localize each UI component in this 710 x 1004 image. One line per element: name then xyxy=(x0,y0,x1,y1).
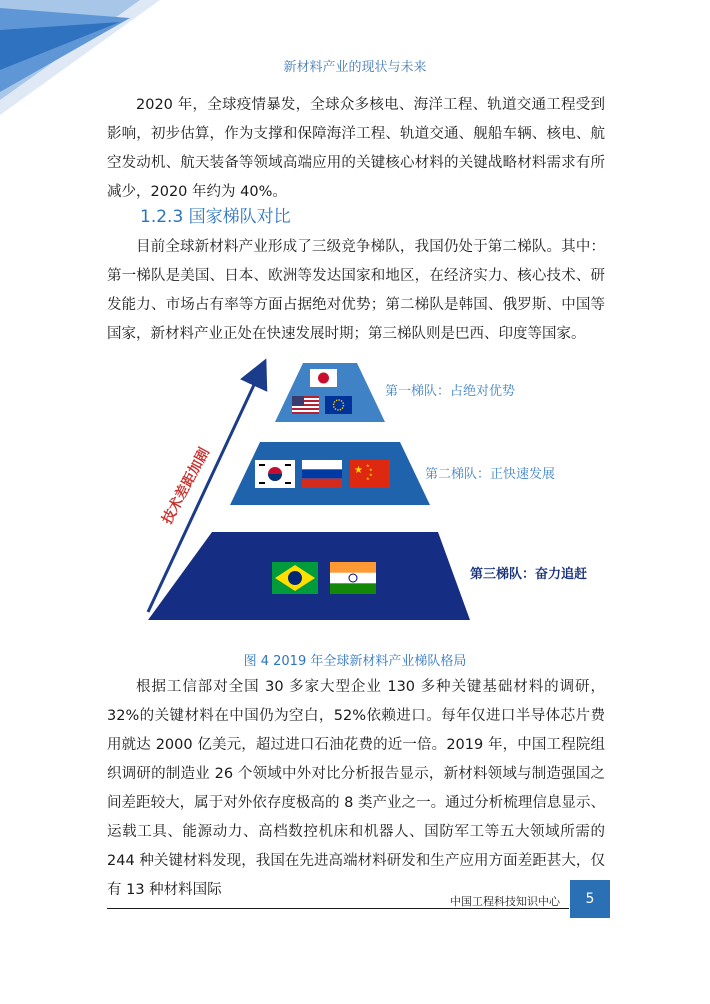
tier-1-label: 第一梯队：占绝对优势 xyxy=(385,384,516,399)
svg-text:★: ★ xyxy=(354,465,363,476)
flag-india-icon xyxy=(330,562,376,594)
footer-org: 中国工程科技知识中心 xyxy=(450,895,560,908)
flag-eu-icon xyxy=(325,396,352,414)
arrow-label: 技术差距加剧 xyxy=(159,445,213,527)
section-heading: 1.2.3 国家梯队对比 xyxy=(140,207,291,227)
page-number: 5 xyxy=(570,880,610,918)
paragraph-3: 根据工信部对全国 30 多家大型企业 130 多种关键基础材料的调研，32%的关键材料在中国仍为空白，52%依赖进口。每年仅进口半导体芯片费用就达 2000 亿美元，超过进口石油花费的近一倍。2019 年，中国工程院组织调研的制造业 26 个领域中外对比分析报告显示，新材料领域与制造强国之间差距较大，属于对外依存度极高的 8 类产业之一。通过分析梳理信息显示、运载工具、能源动力、高档数控机床和机器人、国防军工等五大领域所需的 244 种关键材料发现，我国在先进高端材料研发和生产应用方面差距甚大，仅有 13 种材料国际 xyxy=(107,679,605,898)
flag-usa-icon xyxy=(292,396,319,414)
flag-korea-icon xyxy=(255,460,295,488)
flag-china-icon xyxy=(350,460,390,488)
flag-brazil-icon xyxy=(272,562,318,594)
paragraph-2: 目前全球新材料产业形成了三级竞争梯队，我国仍处于第二梯队。其中：第一梯队是美国、日本、欧洲等发达国家和地区，在经济实力、核心技术、研发能力、市场占有率等方面占据绝对优势；第二梯队是韩国、俄罗斯、中国等国家，新材料产业正处在快速发展时期；第三梯队则是巴西、印度等国家。 xyxy=(107,239,605,342)
svg-text:★: ★ xyxy=(366,476,370,481)
running-header: 新材料产业的现状与未来 xyxy=(283,60,427,75)
tier-2-label: 第二梯队：正快速发展 xyxy=(425,467,556,482)
figure-caption: 图 4 2019 年全球新材料产业梯队格局 xyxy=(243,654,467,669)
svg-text:★: ★ xyxy=(369,467,373,472)
flag-japan-icon xyxy=(310,369,337,387)
pyramid-figure xyxy=(120,350,620,640)
svg-text:★: ★ xyxy=(369,472,373,477)
tier-3-label: 第三梯队：奋力追赶 xyxy=(470,567,588,582)
svg-text:★: ★ xyxy=(366,463,370,468)
flag-russia-icon xyxy=(302,460,342,488)
paragraph-1: 2020 年，全球疫情暴发，全球众多核电、海洋工程、轨道交通工程受到影响，初步估算，作为支撑和保障海洋工程、轨道交通、舰船车辆、核电、航空发动机、航天装备等领域高端应用的关键核心材料的关键战略材料需求有所减少，2020 年约为 40%。 xyxy=(107,97,605,200)
